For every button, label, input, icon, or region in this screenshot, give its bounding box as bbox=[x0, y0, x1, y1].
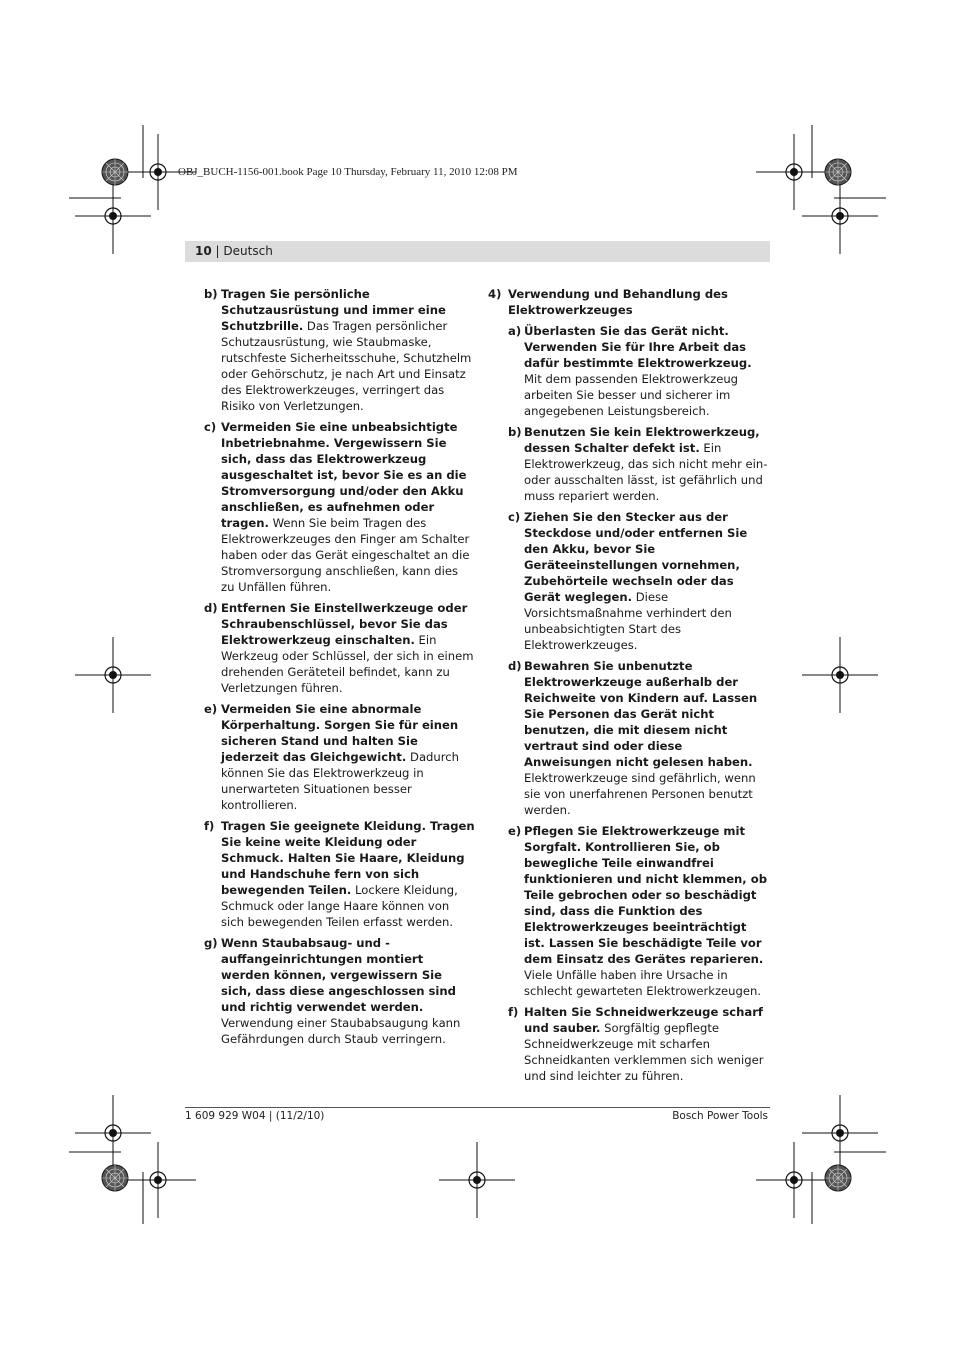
list-item: e) Vermeiden Sie eine abnormale Körperhaltung. Sorgen Sie für einen sicheren Stand und halten Sie jederzeit das Gleichgewicht. Dadurch können Sie das Elektrowerkzeug in unerwarteten Situationen besser kontrollieren. bbox=[204, 702, 459, 812]
left-column bbox=[185, 286, 475, 1052]
list-item: f) Halten Sie Schneidwerkzeuge scharf und sauber. Sorgfältig gepflegte Schneidwerkzeuge mit scharfen Schneidkanten verklemmen sich weniger und sind leichter zu führen. bbox=[508, 1005, 764, 1083]
page-header bbox=[185, 241, 770, 262]
header-language: Deutsch bbox=[223, 244, 273, 258]
section-heading: 4) Verwendung und Behandlung des Elektrowerkzeuges bbox=[488, 287, 728, 317]
list-item: f) Tragen Sie geeignete Kleidung. Tragen Sie keine weite Kleidung oder Schmuck. Halten Sie Haare, Kleidung und Handschuhe fern von sich bewegenden Teilen. Lockere Kleidung, Schmuck oder lange Haare können von sich bewegenden Teilen erfasst werden. bbox=[204, 819, 475, 929]
list-item: c) Vermeiden Sie eine unbeabsichtigte Inbetriebnahme. Vergewissern Sie sich, dass das Elektrowerkzeug ausgeschaltet ist, bevor Sie es an die Stromversorgung und/oder den Akku anschließen, es aufnehmen oder tragen. Wenn Sie beim Tragen des Elektrowerkzeuges den Finger am Schalter haben oder das Gerät eingeschaltet an die Stromversorgung anschließen, kann dies zu Unfällen führen. bbox=[204, 420, 470, 594]
right-column bbox=[484, 286, 770, 1089]
header-separator: | bbox=[215, 244, 220, 258]
print-info: OBJ_BUCH-1156-001.book Page 10 Thursday, February 11, 2010 12:08 PM bbox=[178, 166, 518, 178]
list-item: a) Überlasten Sie das Gerät nicht. Verwenden Sie für Ihre Arbeit das dafür bestimmte Elektrowerkzeug. Mit dem passenden Elektrowerkzeug arbeiten Sie besser und sicherer im angegebenen Leistungsbereich. bbox=[508, 324, 752, 418]
list-item: c) Ziehen Sie den Stecker aus der Steckdose und/oder entfernen Sie den Akku, bevor Sie Geräteeinstellungen vornehmen, Zubehörteile wechseln oder das Gerät weglegen. Diese Vorsichtsmaßnahme verhindert den unbeabsichtigten Start des Elektrowerkzeuges. bbox=[508, 510, 748, 652]
list-item: e) Pflegen Sie Elektrowerkzeuge mit Sorgfalt. Kontrollieren Sie, ob bewegliche Teile einwandfrei funktionieren und nicht klemmen, ob Teile gebrochen oder so beschädigt sind, dass die Funktion des Elektrowerkzeuges beeinträchtigt ist. Lassen Sie beschädigte Teile vor dem Einsatz des Gerätes reparieren. Viele Unfälle haben ihre Ursache in schlecht gewarteten Elektrowerkzeugen. bbox=[508, 824, 768, 998]
list-item: d) Entfernen Sie Einstellwerkzeuge oder Schraubenschlüssel, bevor Sie das Elektrowerkzeug einschalten. Ein Werkzeug oder Schlüssel, der sich in einem drehenden Geräteteil befindet, kann zu Verletzungen führen. bbox=[204, 601, 474, 695]
footer-divider bbox=[185, 1107, 770, 1108]
list-item: b) Benutzen Sie kein Elektrowerkzeug, dessen Schalter defekt ist. Ein Elektrowerkzeug, das sich nicht mehr ein- oder ausschalten lässt, ist gefährlich und muss repariert werden. bbox=[508, 425, 768, 503]
page-number: 10 bbox=[195, 244, 212, 258]
list-item: d) Bewahren Sie unbenutzte Elektrowerkzeuge außerhalb der Reichweite von Kindern auf. Lassen Sie Personen das Gerät nicht benutzen, die mit diesem nicht vertraut sind oder diese Anweisungen nicht gelesen haben. Elektrowerkzeuge sind gefährlich, wenn sie von unerfahrenen Personen benutzt werden. bbox=[508, 659, 758, 817]
list-item: g) Wenn Staubabsaug- und -auffangeinrichtungen montiert werden können, vergewissern Sie sich, dass diese angeschlossen sind und richtig verwendet werden. Verwendung einer Staubabsaugung kann Gefährdungen durch Staub verringern. bbox=[204, 936, 461, 1046]
footer-brand: Bosch Power Tools bbox=[672, 1110, 768, 1122]
footer-doc-number: 1 609 929 W04 | (11/2/10) bbox=[185, 1110, 325, 1122]
list-item: b) Tragen Sie persönliche Schutzausrüstung und immer eine Schutzbrille. Das Tragen persönlicher Schutzausrüstung, wie Staubmaske, rutschfeste Sicherheitsschuhe, Schutzhelm oder Gehörschutz, je nach Art und Einsatz des Elektrowerkzeuges, verringert das Risiko von Verletzungen. bbox=[204, 287, 472, 413]
